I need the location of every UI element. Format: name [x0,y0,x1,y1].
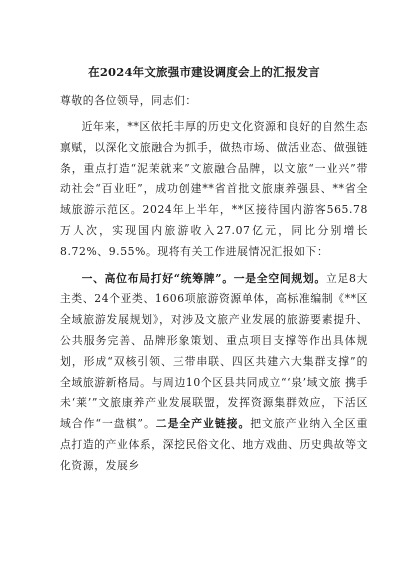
paragraph-text: 立足8大主类、24个亚类、1606项旅游资源单体，高标准编制《**区全域旅游发展规划》，对涉及文旅产业发展的旅游要素提升、公共服务完善、品牌形象策划、重点项目支撑等作出具体规划，形成“双核引领、三带串联、四区共建六大集群支撑”的全域旅游新格局。与周边10个区县共同成立“‘泉’域文旅 携手未‘莱’”文旅康养产业发展联盟，发挥资源集群效应，下活区域合作“一盘棋”。 [60,271,368,431]
document-title: 在2024年文旅强市建设调度会上的汇报发言 [88,65,320,79]
paragraph-text: 把文旅产业纳入全区重点打造的产业体系，深挖民俗文化、地方戏曲、历史典故等文化资源，发展乡 [60,417,368,472]
salutation: 尊敬的各位领导，同志们： [60,94,197,107]
bold-heading-text: 二是全产业链接。 [155,417,251,431]
body-paragraph [60,117,368,263]
paragraph-text: 近年来，**区依托丰厚的历史文化资源和良好的自然生态禀赋，以深化文旅融合为抓手，做热市场、做活业态、做强链条，重点打造“泥茉就来”文旅融合品牌，以文旅“一业兴”带动社会“百业旺”，成功创建**省首批文旅康养强县、**省全域旅游示范区。2024年上半年，**区接待国内游客565.78万人次，实现国内旅游收入27.07亿元，同比分别增长8.72%、9.55%。现将有关工作进展情况汇报如下： [60,120,368,258]
bold-heading-text: 一、高位布局打好“统筹牌”。一是全空间规划。 [81,271,326,285]
body-paragraph [60,269,368,477]
document-body [60,117,368,477]
